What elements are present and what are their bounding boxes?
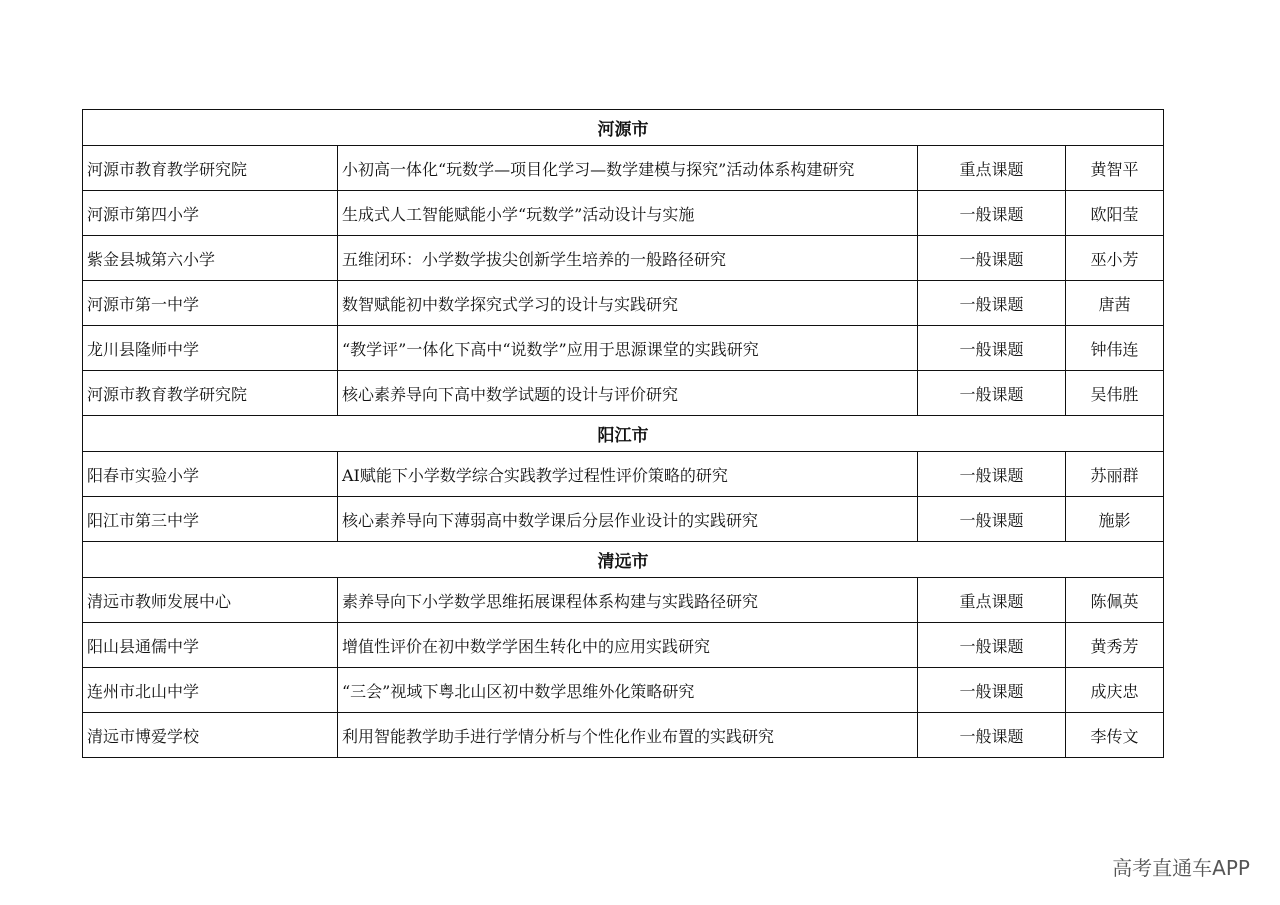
city-header-row — [83, 110, 1164, 146]
type-cell: 一般课题 — [918, 452, 1066, 497]
table-row — [83, 497, 1164, 542]
table-row — [83, 146, 1164, 191]
type-cell: 一般课题 — [918, 713, 1066, 758]
org-cell: 阳江市第三中学 — [83, 497, 338, 542]
table-row — [83, 191, 1164, 236]
table-row — [83, 452, 1164, 497]
table-row — [83, 623, 1164, 668]
topic-cell: 核心素养导向下高中数学试题的设计与评价研究 — [338, 371, 918, 416]
type-cell: 一般课题 — [918, 623, 1066, 668]
org-cell: 连州市北山中学 — [83, 668, 338, 713]
topic-cell: “三会”视域下粤北山区初中数学思维外化策略研究 — [338, 668, 918, 713]
leader-cell: 陈佩英 — [1066, 578, 1164, 623]
type-cell: 一般课题 — [918, 497, 1066, 542]
city-header-row — [83, 542, 1164, 578]
table-row — [83, 236, 1164, 281]
org-cell: 河源市教育教学研究院 — [83, 371, 338, 416]
leader-cell: 巫小芳 — [1066, 236, 1164, 281]
topic-cell: 利用智能教学助手进行学情分析与个性化作业布置的实践研究 — [338, 713, 918, 758]
leader-cell: 李传文 — [1066, 713, 1164, 758]
table-row — [83, 371, 1164, 416]
type-cell: 一般课题 — [918, 371, 1066, 416]
table-row — [83, 578, 1164, 623]
topic-cell: AI赋能下小学数学综合实践教学过程性评价策略的研究 — [338, 452, 918, 497]
leader-cell: 欧阳莹 — [1066, 191, 1164, 236]
table-row — [83, 713, 1164, 758]
org-cell: 河源市教育教学研究院 — [83, 146, 338, 191]
city-name: 阳江市 — [83, 416, 1164, 452]
org-cell: 河源市第四小学 — [83, 191, 338, 236]
topic-cell: 增值性评价在初中数学学困生转化中的应用实践研究 — [338, 623, 918, 668]
type-cell: 重点课题 — [918, 578, 1066, 623]
org-cell: 阳春市实验小学 — [83, 452, 338, 497]
type-cell: 重点课题 — [918, 146, 1066, 191]
city-header-row — [83, 416, 1164, 452]
org-cell: 清远市教师发展中心 — [83, 578, 338, 623]
type-cell: 一般课题 — [918, 191, 1066, 236]
city-name: 河源市 — [83, 110, 1164, 146]
leader-cell: 苏丽群 — [1066, 452, 1164, 497]
topic-cell: 小初高一体化“玩数学—项目化学习—数学建模与探究”活动体系构建研究 — [338, 146, 918, 191]
city-name: 清远市 — [83, 542, 1164, 578]
leader-cell: 黄智平 — [1066, 146, 1164, 191]
research-projects-table — [82, 109, 1164, 758]
type-cell: 一般课题 — [918, 668, 1066, 713]
org-cell: 河源市第一中学 — [83, 281, 338, 326]
topic-cell: 素养导向下小学数学思维拓展课程体系构建与实践路径研究 — [338, 578, 918, 623]
org-cell: 清远市博爱学校 — [83, 713, 338, 758]
leader-cell: 吴伟胜 — [1066, 371, 1164, 416]
topic-cell: 五维闭环：小学数学拔尖创新学生培养的一般路径研究 — [338, 236, 918, 281]
org-cell: 阳山县通儒中学 — [83, 623, 338, 668]
type-cell: 一般课题 — [918, 326, 1066, 371]
topic-cell: “教学评”一体化下高中“说数学”应用于思源课堂的实践研究 — [338, 326, 918, 371]
table-row — [83, 281, 1164, 326]
table-row — [83, 668, 1164, 713]
table-row — [83, 326, 1164, 371]
leader-cell: 施影 — [1066, 497, 1164, 542]
topic-cell: 数智赋能初中数学探究式学习的设计与实践研究 — [338, 281, 918, 326]
type-cell: 一般课题 — [918, 236, 1066, 281]
watermark-text: 高考直通车APP — [1112, 856, 1250, 880]
org-cell: 龙川县隆师中学 — [83, 326, 338, 371]
leader-cell: 黄秀芳 — [1066, 623, 1164, 668]
org-cell: 紫金县城第六小学 — [83, 236, 338, 281]
leader-cell: 钟伟连 — [1066, 326, 1164, 371]
topic-cell: 核心素养导向下薄弱高中数学课后分层作业设计的实践研究 — [338, 497, 918, 542]
leader-cell: 成庆忠 — [1066, 668, 1164, 713]
topic-cell: 生成式人工智能赋能小学“玩数学”活动设计与实施 — [338, 191, 918, 236]
leader-cell: 唐茜 — [1066, 281, 1164, 326]
type-cell: 一般课题 — [918, 281, 1066, 326]
